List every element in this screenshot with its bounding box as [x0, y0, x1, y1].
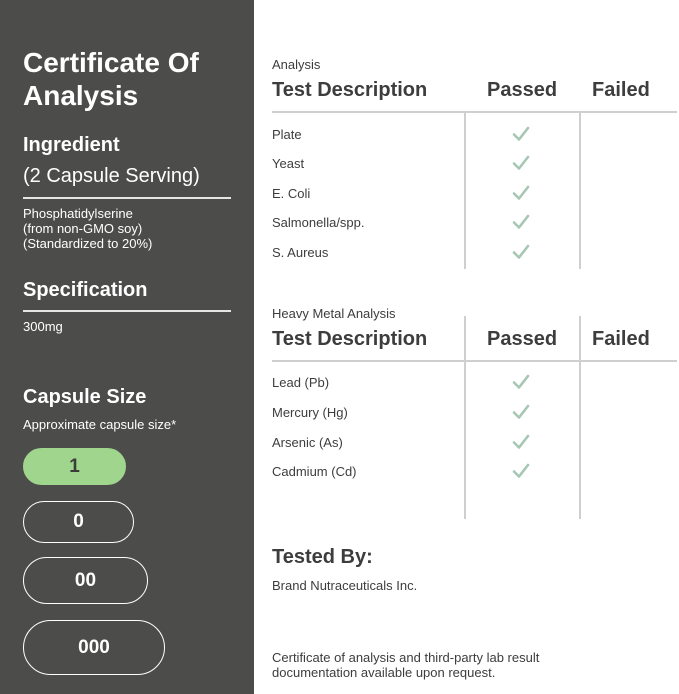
capsule-label: 000: [78, 636, 110, 658]
ingredient-line: (Standardized to 20%): [23, 236, 153, 251]
column-divider: [464, 112, 466, 269]
ingredient-heading: Ingredient: [23, 134, 120, 156]
column-divider: [464, 316, 466, 519]
check-icon: [512, 125, 530, 143]
capsule-size-0: [23, 501, 134, 543]
test-name: S. Aureus: [272, 245, 329, 260]
check-icon: [512, 243, 530, 261]
test-name: Cadmium (Cd): [272, 464, 357, 479]
test-name: E. Coli: [272, 186, 311, 201]
check-icon: [512, 154, 530, 172]
specification-heading: Specification: [23, 279, 148, 301]
capsule-label: 0: [73, 511, 84, 532]
tested-by-heading: Tested By:: [272, 546, 373, 568]
check-icon: [512, 403, 530, 421]
tested-by-name: Brand Nutraceuticals Inc.: [272, 578, 418, 593]
column-divider: [579, 316, 581, 519]
column-header-test: Test Description: [272, 79, 428, 101]
ingredient-line: Phosphatidylserine: [23, 206, 133, 221]
test-name: Arsenic (As): [272, 435, 343, 450]
check-icon: [512, 213, 530, 231]
column-header-passed: Passed: [487, 79, 558, 101]
test-name: Mercury (Hg): [272, 405, 348, 420]
ingredient-line: (from non-GMO soy): [23, 221, 143, 236]
test-name: Salmonella/spp.: [272, 215, 365, 230]
heavy-metal-label: Heavy Metal Analysis: [272, 306, 396, 321]
check-icon: [512, 462, 530, 480]
column-header-test: Test Description: [272, 328, 428, 350]
capsule-size-1: [23, 448, 126, 485]
ingredient-serving: (2 Capsule Serving): [23, 165, 200, 187]
sidebar: [0, 0, 254, 694]
table-rule: [272, 111, 677, 113]
table-rule: [272, 360, 677, 362]
capsule-label: 1: [69, 455, 80, 477]
divider: [23, 197, 231, 199]
column-header-failed: Failed: [592, 79, 650, 101]
capsule-label: 00: [74, 569, 97, 591]
column-header-failed: Failed: [592, 328, 650, 350]
capsule-size-heading: Capsule Size: [23, 386, 147, 408]
footer-note: Certificate of analysis and third-party lab result documentation available upon request.: [272, 650, 540, 680]
analysis-label: Analysis: [272, 57, 321, 72]
test-name: Yeast: [272, 156, 305, 171]
check-icon: [512, 184, 530, 202]
capsule-size-00: [23, 557, 148, 604]
specification-value: 300mg: [23, 319, 63, 334]
divider: [23, 310, 231, 312]
test-name: Plate: [272, 127, 302, 142]
check-icon: [512, 433, 530, 451]
main-content: [254, 0, 679, 694]
page-title: Certificate Of Analysis: [23, 47, 199, 111]
check-icon: [512, 373, 530, 391]
column-divider: [579, 112, 581, 269]
capsule-size-000: [23, 620, 165, 675]
column-header-passed: Passed: [487, 328, 558, 350]
test-name: Lead (Pb): [272, 375, 330, 390]
capsule-size-note: Approximate capsule size*: [23, 417, 177, 432]
